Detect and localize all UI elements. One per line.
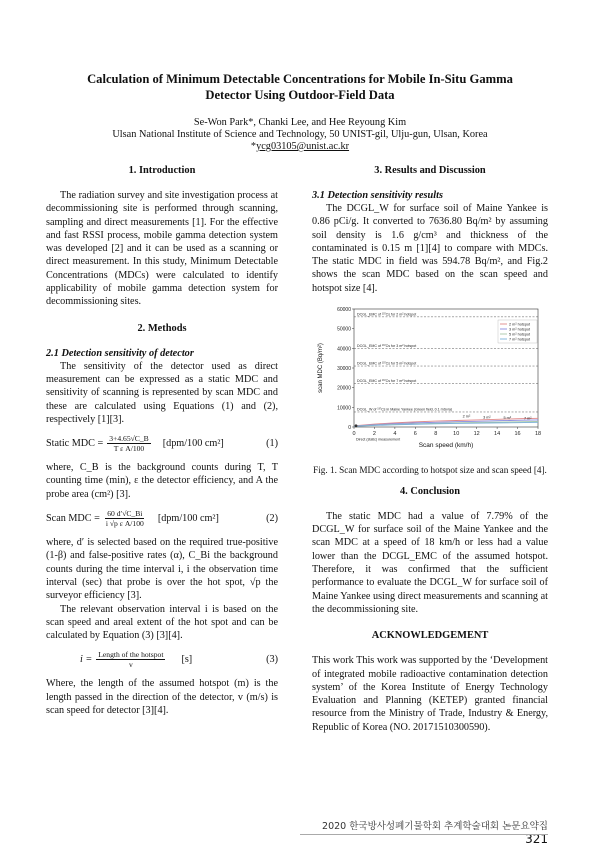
y-tick-label: 10000 [337,405,351,412]
page-number: 321 [525,832,548,846]
figure-caption: Fig. 1. Scan MDC according to hotspot size and scan speed [4]. [313,465,547,476]
section-heading-introduction: 1. Introduction [128,165,196,176]
subsection-heading-results: 3.1 Detection sensitivity results [312,190,443,201]
equation-2 [46,509,278,528]
section-heading-methods: 2. Methods [137,322,187,334]
x-tick-label: 6 [413,431,417,438]
section-heading-conclusion: 4. Conclusion [399,485,461,497]
legend-entry: 5 m² hotspot [509,332,531,337]
hotspot-annotation: 7 m² [523,416,532,421]
reference-line-label: DCGL_EMC of ¹³⁷Cs for 3 m² hotspot [357,343,417,348]
left-column [46,164,278,717]
acknowledgement-paragraph: This work This work was supported by the ‘Development of integrated mobile radioactive contamination detection system’ of the Korea Institute of Energy Technology Evaluation and Planning (KETEP) granted financial resource from the Ministry of Trade, Industry & Energy, Republic of Korea (NO. 20171510300590). [312,655,548,733]
eq1-denominator: T ε A/100 [113,444,145,454]
right-column [312,164,548,734]
email-link[interactable]: ycg03105@unist.ac.kr [256,141,350,152]
x-tick-label: 2 [372,431,376,438]
eq2-lhs: Scan MDC = [46,512,100,524]
y-axis-label: scan MDC (Bq/m²) [318,343,324,393]
methods-paragraph-5: Where, the length of the assumed hotspot (m) is the length passed in the direction of the detector, v (m/s) is scan speed for detector [3][4]. [46,678,278,717]
eq2-denominator: i √p ε A/100 [105,519,144,529]
methods-paragraph-4: The relevant observation interval i is based on the scan speed and areal extent of the hot spot and can be calculated by Equation (3) [3][4]. [46,603,278,642]
intro-paragraph: The radiation survey and site investigation process at decommissioning site is performed through scanning, sampling and direct measurements [1]. For the effective and fast RSSI process, mobile gamma detection system was developed [2] and it can be used as a scanning or direct measurement. In this study, Minimum Detectable Concentrations (MDCs) were calculated to identify applicability of mobile gamma detection system for decommissioning sites. [46,190,278,308]
x-tick-label: 12 [473,431,480,438]
email-line: *ycg03105@unist.ac.kr [250,141,350,152]
eq1-unit: [dpm/100 cm²] [162,438,224,449]
authors: Se-Won Park*, Chanki Lee, and Hee Reyoung Kim [193,117,407,128]
y-tick-label: 40000 [337,346,351,353]
eq3-unit: [s] [181,654,193,666]
legend-entry: 3 m² hotspot [509,327,531,332]
x-tick-label: 18 [534,431,542,438]
x-tick-label: 14 [494,431,501,438]
eq1-number: (1) [266,438,278,449]
reference-line-label: DCGL_W of ¹³⁷Cs in Maine Yankee (Green field, 0.1 mSv/a) [357,407,453,412]
x-tick-label: 16 [514,431,521,438]
footer-divider [300,834,548,835]
hotspot-annotation: 2 m² [462,414,471,419]
legend-entry: 7 m² hotspot [509,337,531,342]
eq3-lhs: i = [80,654,93,666]
eq2-numerator: 60 d′√C_Bi [107,509,143,519]
x-axis-label: Scan speed (km/h) [418,442,474,450]
y-tick-label: 0 [348,425,351,432]
x-tick-label: 8 [434,431,438,438]
direct-measurement-label: Direct (static) measurement [356,437,401,442]
eq1-numerator: 3+4.65√C_B [109,434,149,444]
eq2-number: (2) [266,512,278,524]
eq3-number: (3) [266,654,278,666]
conclusion-paragraph: The static MDC had a value of 7.79% of the DCGL_W for surface soil of the Maine Yankee and the scan MDC at a speed of 18 km/h or less had a value lower than the DCGL_EMC of the assumed hotspot. Therefore, it was confirmed that the sufficient performance to evaluate the DCGL_W for surface soil of Maine Yankee using direct measurements and scanning at the decommissioning site. [312,510,548,615]
eq1-fraction [107,434,150,453]
x-tick-label: 4 [393,431,397,438]
equation-3 [46,650,278,669]
reference-line-label: DCGL_EMC of ¹³⁷Cs for 5 m² hotspot [357,361,417,366]
eq2-unit: [dpm/100 cm²] [157,512,219,524]
paper-title: Calculation of Minimum Detectable Concentrations for Mobile In-Situ Gamma Detector Using Outdoor-Field Data [87,72,513,102]
methods-paragraph-1: The sensitivity of the detector used as direct measurement can be expressed as a static MDC and sensitivity of scanning is represented by scan MDC and these are calculated using Equations (1) and (2), respectively [1][3]. [46,360,278,425]
eq3-denominator: v [128,660,133,670]
eq3-fraction [96,650,165,669]
y-tick-label: 50000 [337,326,351,333]
y-tick-label: 20000 [337,385,351,392]
y-tick-label: 30000 [337,366,351,373]
eq3-numerator: Length of the hotspot [98,650,164,660]
scan-mdc-chart [312,303,548,459]
y-tick-label: 60000 [337,307,351,314]
hotspot-annotation: 3 m² [483,415,491,420]
results-paragraph: The DCGL_W for surface soil of Maine Yankee is 0.86 pCi/g. It converted to 7636.80 Bq/m² by assuming soil density is 1.6 g/cm³ and thickness of the contaminated is 0.15 m [1][4] to compare with MDCs. The static MDC in field was 594.78 Bq/m², and Fig.2 shows the scan MDC based on the scan speed and hotspot size [4]. [312,203,548,294]
page-footer [300,818,548,846]
eq1-lhs: Static MDC = [46,438,104,449]
section-heading-results: 3. Results and Discussion [374,165,486,176]
reference-line-label: DCGL_EMC of ¹³⁷Cs for 7 m² hotspot [357,379,417,384]
equation-1 [46,434,278,453]
direct-measurement-point [355,425,358,428]
hotspot-annotation: 5 m² [503,416,512,421]
legend-entry: 2 m² hotspot [509,322,531,327]
affiliation: Ulsan National Institute of Science and Technology, 50 UNIST-gil, Ulju-gun, Ulsan, Korea [112,129,488,140]
reference-line-label: DCGL_EMC of ¹³⁷Cs for 2 m² hotspot [357,312,417,317]
x-tick-label: 10 [453,431,460,438]
eq2-fraction [104,509,146,528]
subsection-heading-sensitivity: 2.1 Detection sensitivity of detector [46,347,194,359]
footer-text: 2020 한국방사성폐기물학회 추계학술대회 논문요약집 [322,821,548,832]
methods-paragraph-2: where, C_B is the background counts during T, T counting time (min), ε the detector efficiency, and A the probe area (cm²) [3]. [46,462,278,500]
x-tick-label: 0 [352,431,356,438]
methods-paragraph-3: where, d′ is selected based on the required true-positive (1-β) and false-positive rates (α), C_Bi the background counts during the time interval i, i the observation time interval (sec) that probe is over the hot spot, √p the surveyor efficiency [3]. [46,537,278,602]
section-heading-acknowledgement: ACKNOWLEDGEMENT [371,630,489,642]
